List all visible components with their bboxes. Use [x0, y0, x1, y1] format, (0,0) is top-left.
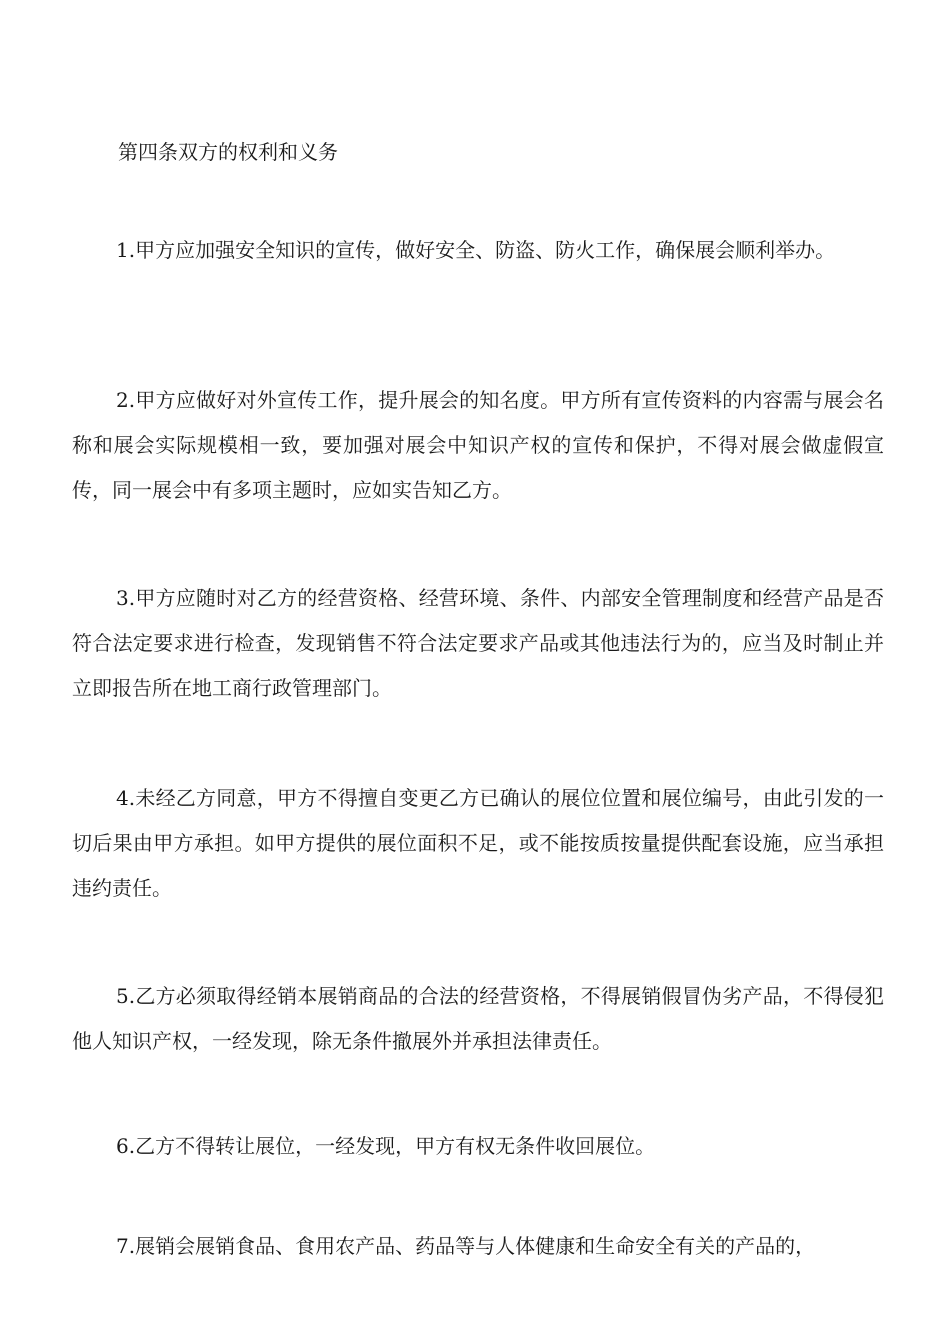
paragraph-2: 2.甲方应做好对外宣传工作，提升展会的知名度。甲方所有宣传资料的内容需与展会名称和展会实际规模相一致，要加强对展会中知识产权的宣传和保护，不得对展会做虚假宣传，同一展会中有多项主题时，应如实告知乙方。 [72, 388, 884, 502]
paragraph-1: 1.甲方应加强安全知识的宣传，做好安全、防盗、防火工作，确保展会顺利举办。 [116, 238, 836, 262]
paragraph-4: 4.未经乙方同意，甲方不得擅自变更乙方已确认的展位位置和展位编号，由此引发的一切后果由甲方承担。如甲方提供的展位面积不足，或不能按质按量提供配套设施，应当承担违约责任。 [72, 786, 884, 900]
paragraph-3: 3.甲方应随时对乙方的经营资格、经营环境、条件、内部安全管理制度和经营产品是否符合法定要求进行检查，发现销售不符合法定要求产品或其他违法行为的，应当及时制止并立即报告所在地工商行政管理部门。 [72, 586, 884, 700]
paragraph-5: 5.乙方必须取得经销本展销商品的合法的经营资格，不得展销假冒伪劣产品，不得侵犯他人知识产权，一经发现，除无条件撤展外并承担法律责任。 [72, 984, 884, 1053]
paragraph-6: 6.乙方不得转让展位，一经发现，甲方有权无条件收回展位。 [116, 1134, 656, 1158]
paragraph-7: 7.展销会展销食品、食用农产品、药品等与人体健康和生命安全有关的产品的， [116, 1234, 816, 1258]
section-heading: 第四条双方的权利和义务 [118, 140, 338, 164]
